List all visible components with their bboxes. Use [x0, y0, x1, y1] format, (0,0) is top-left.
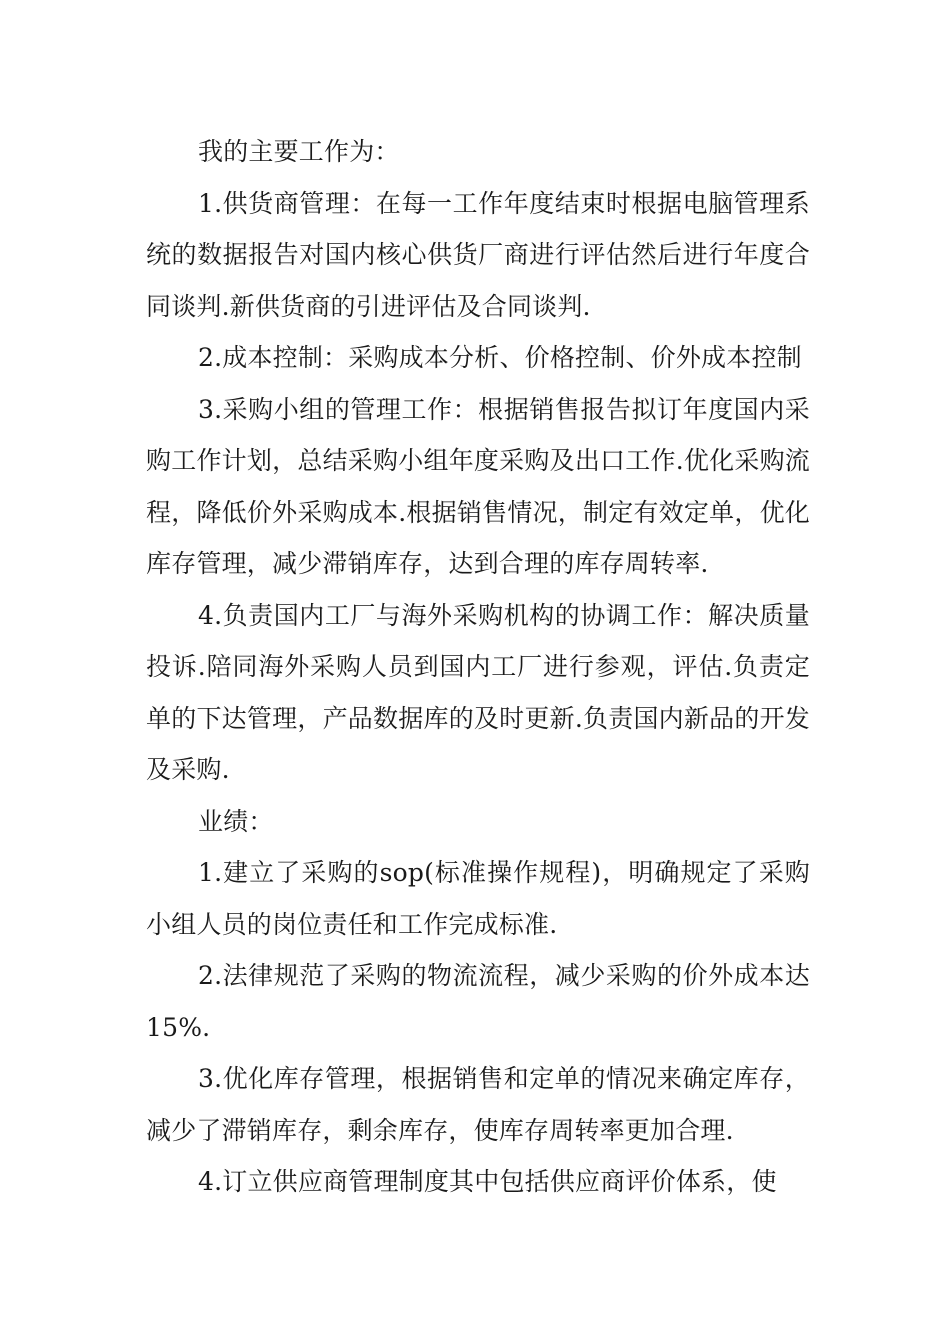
paragraph-main-work-heading: 我的主要工作为： [198, 137, 400, 166]
paragraph-coordination: 4.负责国内工厂与海外采购机构的协调工作：解决质量投诉.陪同海外采购人员到国内工厂进行参观，评估.负责定单的下达管理，产品数据库的及时更新.负责国内新品的开发及采购. [146, 600, 810, 784]
paragraph-achievement-sop: 1.建立了采购的sop(标准操作规程)，明确规定了采购小组人员的岗位责任和工作完成标准. [146, 858, 810, 939]
paragraph-achievement-inventory: 3.优化库存管理，根据销售和定单的情况来确定库存，减少了滞销库存，剩余库存，使库存周转率更加合理. [146, 1064, 810, 1145]
paragraph-cost-control: 2.成本控制：采购成本分析、价格控制、价外成本控制 [198, 343, 802, 372]
paragraph-supplier-management: 1.供货商管理：在每一工作年度结束时根据电脑管理系统的数据报告对国内核心供货厂商进行评估然后进行年度合同谈判.新供货商的引进评估及合同谈判. [146, 188, 810, 321]
paragraph-purchasing-team: 3.采购小组的管理工作：根据销售报告拟订年度国内采购工作计划，总结采购小组年度采购及出口工作.优化采购流程，降低价外采购成本.根据销售情况，制定有效定单，优化库存管理，减少滞销库存，达到合理的库存周转率. [146, 394, 810, 578]
paragraph-achievements-heading: 业绩： [198, 806, 274, 836]
document-body [146, 126, 810, 1208]
paragraph-achievement-supplier-system: 4.订立供应商管理制度其中包括供应商评价体系，使 [198, 1167, 777, 1196]
paragraph-achievement-logistics: 2.法律规范了采购的物流流程，减少采购的价外成本达15%. [146, 961, 810, 1042]
